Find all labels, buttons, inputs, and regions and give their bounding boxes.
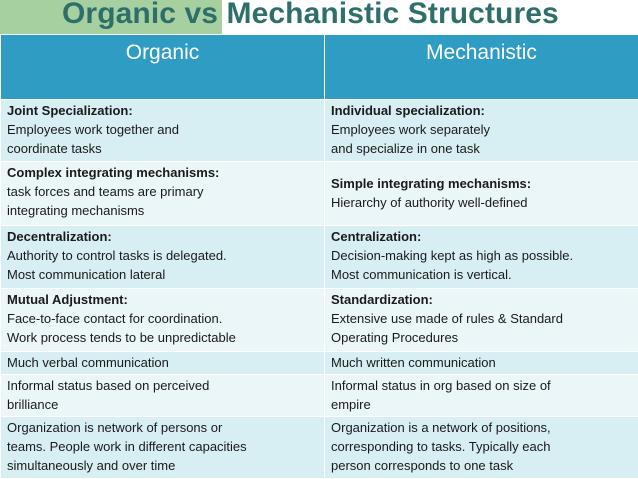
- mechanistic-cell: [325, 289, 638, 352]
- cell-text: Extensive use made of rules & Standard Operating Procedures: [331, 311, 563, 345]
- organic-cell: [1, 162, 325, 226]
- organic-cell: [1, 289, 325, 352]
- cell-heading: Complex integrating mechanisms:: [7, 165, 220, 180]
- cell-text: Much written communication: [331, 355, 496, 370]
- cell-heading: Standardization:: [331, 292, 433, 307]
- comparison-table: [0, 34, 638, 479]
- cell-heading: Joint Specialization:: [7, 103, 133, 118]
- table-row: [1, 417, 638, 479]
- column-header-organic: Organic: [1, 35, 325, 100]
- cell-text: Informal status in org based on size of empire: [331, 378, 551, 412]
- mechanistic-cell: [325, 226, 638, 289]
- cell-heading: Mutual Adjustment:: [7, 292, 128, 307]
- cell-text: Employees work together and coordinate tasks: [7, 122, 179, 156]
- cell-heading: Decentralization:: [7, 229, 112, 244]
- mechanistic-cell: [325, 162, 638, 226]
- cell-text: task forces and teams are primary integrating mechanisms: [7, 184, 204, 218]
- organic-cell: [1, 226, 325, 289]
- table-row: [1, 162, 638, 226]
- table-row: [1, 375, 638, 417]
- cell-text: Organization is network of persons or teams. People work in different capacities simultaneously and over time: [7, 420, 247, 473]
- mechanistic-cell: [325, 100, 638, 162]
- table-row: [1, 352, 638, 375]
- cell-text: Decision-making kept as high as possible. Most communication is vertical.: [331, 248, 574, 282]
- cell-text: Informal status based on perceived brilliance: [7, 378, 210, 412]
- header-row: [1, 35, 638, 100]
- cell-text: Hierarchy of authority well-defined: [331, 195, 528, 210]
- mechanistic-cell: [325, 417, 638, 479]
- mechanistic-cell: [325, 352, 638, 375]
- organic-cell: [1, 352, 325, 375]
- cell-text: Authority to control tasks is delegated. Most communication lateral: [7, 248, 227, 282]
- mechanistic-cell: [325, 375, 638, 417]
- table-row: [1, 226, 638, 289]
- organic-cell: [1, 375, 325, 417]
- cell-text: Face-to-face contact for coordination. Work process tends to be unpredictable: [7, 311, 236, 345]
- cell-text: Much verbal communication: [7, 355, 169, 370]
- cell-heading: Individual specialization:: [331, 103, 485, 118]
- cell-text: Organization is a network of positions, corresponding to tasks. Typically each person corresponds to one task: [331, 420, 551, 473]
- page-title: Organic vs Mechanistic Structures: [62, 0, 559, 30]
- table-row: [1, 100, 638, 162]
- cell-heading: Simple integrating mechanisms:: [331, 176, 532, 191]
- organic-cell: [1, 417, 325, 479]
- cell-heading: Centralization:: [331, 229, 422, 244]
- cell-text: Employees work separately and specialize in one task: [331, 122, 490, 156]
- table-row: [1, 289, 638, 352]
- organic-cell: [1, 100, 325, 162]
- title-bar: [0, 0, 638, 34]
- column-header-mechanistic: Mechanistic: [325, 35, 638, 100]
